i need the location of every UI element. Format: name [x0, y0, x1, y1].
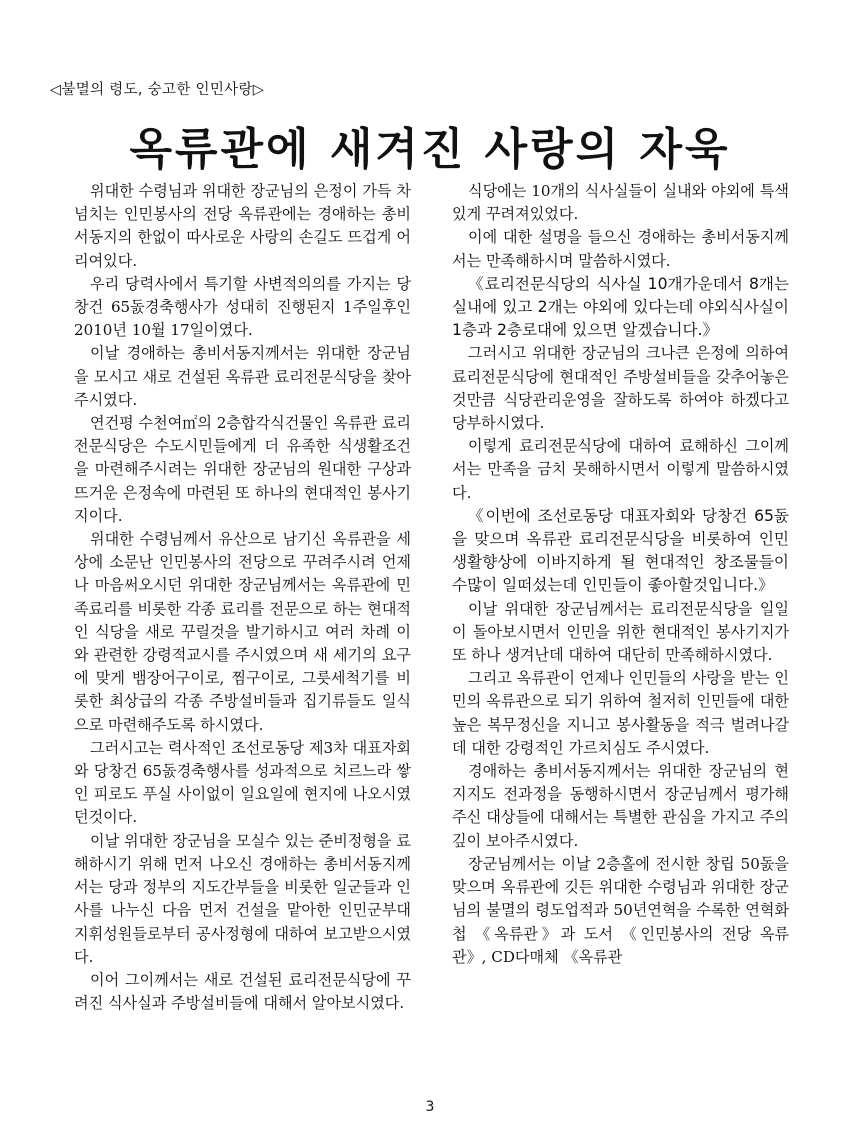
paragraph: 경애하는 총비서동지께서는 위대한 장군님의 현지지도 전과정을 동행하시면서 장군님께서 평가해주신 대상들에 대해서는 특별한 관심을 가지고 주의깊이 보아주시였다.: [452, 762, 789, 850]
paragraph: 위대한 수령님과 위대한 장군님의 은정이 가득 차넘치는 인민봉사의 전당 옥류관에는 경애하는 총비서동지의 한없이 따사로운 사랑의 손길도 뜨겁게 어리여있다.: [74, 182, 411, 270]
paragraph: 이날 경애하는 총비서동지께서는 위대한 장군님을 모시고 새로 건설된 옥류관 료리전문식당을 찾아주시였다.: [74, 344, 411, 409]
paragraph: 이렇게 료리전문식당에 대하여 료해하신 그이께서는 만족을 금치 못해하시면서 이렇게 말씀하시였다.: [452, 437, 789, 502]
paragraph: 그러시고 위대한 장군님의 크나큰 은정에 의하여 료리전문식당에 현대적인 주방설비들을 갖추어놓은것만큼 식당관리운영을 잘하도록 하여야 하겠다고 당부하시였다.: [452, 344, 789, 433]
paragraph: 장군님께서는 이날 2층홀에 전시한 창립 50돐을 맞으며 옥류관에 깃든 위대한 수령님과 위대한 장군님의 불멸의 령도업적과 50년연혁을 수록한 연혁화첩 《옥류관》과 도서 《인민봉사의 전당 옥류관》, CD다매체 《옥류관: [452, 854, 789, 966]
paragraph: 연건평 수천여㎡의 2층합각식건물인 옥류관 료리전문식당은 수도시민들에게 더 유족한 식생활조건을 마련해주시려는 위대한 장군님의 원대한 구상과 뜨거운 은정속에 마련된 또 하나의 현대적인 봉사기지이다.: [74, 414, 411, 525]
page-number: 3: [425, 1099, 435, 1115]
paragraph: 이날 위대한 장군님을 모실수 있는 준비정형을 료해하시기 위해 먼저 나오신 경애하는 총비서동지께서는 당과 정부의 지도간부들을 비롯한 일군들과 인사를 나누신 다음 먼저 건설을 맡아한 인민군부대 지휘성원들로부터 공사정형에 대하여 보고받으시였다.: [74, 831, 411, 966]
paragraph: 우리 당력사에서 특기할 사변적의의를 가지는 당창건 65돐경축행사가 성대히 진행된지 1주일후인 2010년 10월 17일이였다.: [74, 274, 411, 340]
paragraph: 식당에는 10개의 식사실들이 실내와 야외에 특색있게 꾸려져있었다.: [452, 182, 789, 224]
paragraph: 이어 그이께서는 새로 건설된 료리전문식당에 꾸려진 식사실과 주방설비들에 대해서 알아보시였다.: [74, 970, 411, 1013]
paragraph: 그리고 옥류관이 언제나 인민들의 사랑을 받는 인민의 옥류관으로 되기 위하여 철저히 인민들에 대한 높은 복무정신을 지니고 봉사활동을 적극 벌려나갈데 대한 강령적인 가르치심도 주시였다.: [452, 669, 789, 757]
paragraph: 이날 위대한 장군님께서는 료리전문식당을 일일이 돌아보시면서 인민을 위한 현대적인 봉사기지가 또 하나 생겨난데 대하여 대단히 만족해하시였다.: [452, 599, 789, 665]
article-title: 옥류관에 새겨진 사랑의 자욱: [129, 124, 731, 175]
paragraph: 그러시고는 력사적인 조선로동당 제3차 대표자회와 당창건 65돐경축행사를 성과적으로 치르느라 쌓인 피로도 푸실 사이없이 일요일에 현지에 나오시였던것이다.: [74, 738, 411, 827]
left-column: [74, 180, 411, 1015]
series-label: ◁불멸의 령도, 숭고한 인민사랑▷: [50, 82, 265, 98]
paragraph: 이에 대한 설명을 들으신 경애하는 총비서동지께서는 만족해하시며 말씀하시였다.: [452, 228, 789, 270]
quotation-paragraph: 《료리전문식당의 식사실 10개가운데서 8개는 실내에 있고 2개는 야외에 있다는데 야외식사실이 1층과 2층로대에 있으면 알겠습니다.》: [452, 274, 789, 340]
quotation-paragraph: 《이번에 조선로동당 대표자회와 당창건 65돐을 맞으며 옥류관 료리전문식당을 비롯하여 인민생활향상에 이바지하게 될 현대적인 창조물들이 수많이 일떠섰는데 인민들이 좋아할것입니다.》: [452, 506, 789, 595]
paragraph: 위대한 수령님께서 유산으로 남기신 옥류관을 세상에 소문난 인민봉사의 전당으로 꾸려주시려 언제나 마음써오시던 위대한 장군님께서는 옥류관에 민족료리를 비롯한 각종 료리를 전문으로 하는 현대적인 식당을 새로 꾸릴것을 발기하시고 여러 차례 이와 관련한 강령적교시를 주시였으며 새 세기의 요구에 맞게 뱀장어구이로, 찜구이로, 그릇세척기를 비롯한 최상급의 각종 주방설비들과 집기류들도 일식으로 마련해주도록 하시였다.: [74, 530, 411, 734]
right-column: [452, 180, 789, 969]
